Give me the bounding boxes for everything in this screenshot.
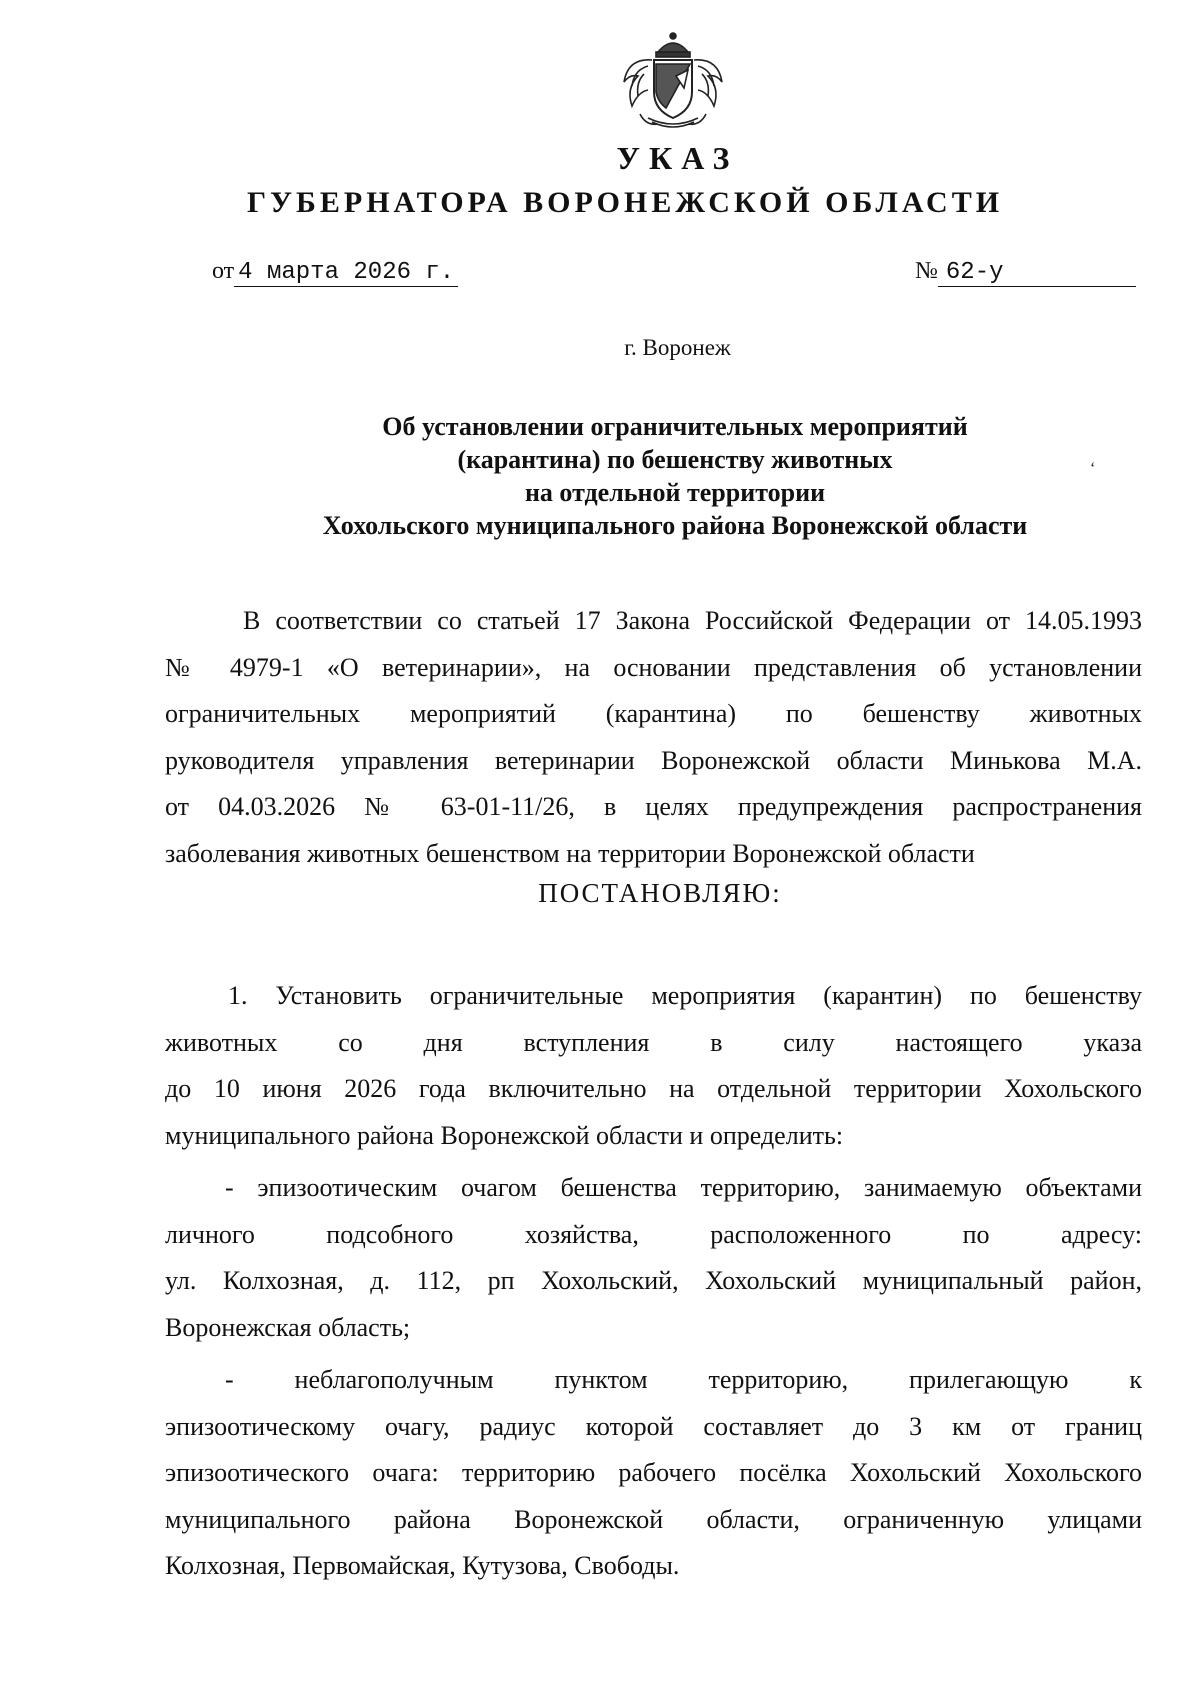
text-line: животных со дня вступления в силу настоящего указа xyxy=(165,1027,1142,1057)
stray-mark: ʻ xyxy=(1090,460,1096,477)
heading-line: на отдельной территории xyxy=(524,478,826,507)
text-line: эпизоотического очага: территорию рабочего посёлка Хохольский Хохольского xyxy=(165,1458,1142,1487)
coat-of-arms-icon xyxy=(618,30,728,132)
number-prefix: № xyxy=(915,258,938,284)
text-line: Колхозная, Первомайская, Кутузова, Свободы. xyxy=(165,1551,680,1580)
heading-line: Об установлении ограничительных мероприятий xyxy=(382,412,968,441)
text-line: В соответствии со статьей 17 Закона Российской Федерации от 14.05.1993 xyxy=(243,606,1142,635)
text-line: руководителя управления ветеринарии Воронежской области Минькова М.А. xyxy=(165,745,1142,775)
city: г. Воронеж xyxy=(624,335,731,360)
text-line: от 04.03.2026 № 63-01-11/26, в целях предупреждения распространения xyxy=(165,792,1142,821)
heading-line: (карантина) по бешенству животных xyxy=(457,445,893,474)
decree-word: ПОСТАНОВЛЯЮ: xyxy=(538,878,782,908)
item-1-paragraph xyxy=(165,973,1142,1159)
text-line: 1. Установить ограничительные мероприятия (карантин) по бешенству xyxy=(228,981,1142,1010)
heading-line: Хохольского муниципального района Воронежской области xyxy=(322,511,1028,540)
text-line: заболевания животных бешенством на территории Воронежской области xyxy=(165,838,975,868)
decree-number xyxy=(915,258,1136,287)
item-1b-paragraph xyxy=(165,1357,1142,1590)
text-line: муниципального района Воронежской области, ограниченную улицами xyxy=(165,1504,1142,1534)
text-line: - неблагополучным пунктом территорию, прилегающую к xyxy=(225,1365,1142,1394)
preamble-paragraph xyxy=(165,598,1142,877)
text-line: муниципального района Воронежской области и определить: xyxy=(165,1120,844,1150)
date-value: 4 марта 2026 г. xyxy=(234,259,458,287)
text-line: ограничительных мероприятий (карантина) по бешенству животных xyxy=(165,699,1142,728)
text-line: личного подсобного хозяйства, расположенного по адресу: xyxy=(165,1219,1142,1249)
text-line: эпизоотическому очагу, радиус которой составляет до 3 км от границ xyxy=(165,1411,1142,1441)
text-line: № 4979-1 «О ветеринарии», на основании представления об установлении xyxy=(165,652,1142,682)
text-line: до 10 июня 2026 года включительно на отдельной территории Хохольского xyxy=(165,1074,1142,1103)
date-prefix: от xyxy=(212,258,235,284)
text-line: Воронежская область; xyxy=(165,1312,411,1342)
text-line: - эпизоотическим очагом бешенства территорию, занимаемую объектами xyxy=(225,1173,1142,1202)
item-1a-paragraph xyxy=(165,1165,1142,1351)
decree-heading xyxy=(200,410,1150,542)
coat-of-arms-drawing xyxy=(618,30,728,132)
decree-date xyxy=(212,258,458,286)
document-subtitle: ГУБЕРНАТОРА ВОРОНЕЖСКОЙ ОБЛАСТИ xyxy=(246,186,1004,219)
document-title: УКАЗ xyxy=(616,140,739,176)
text-line: ул. Колхозная, д. 112, рп Хохольский, Хохольский муниципальный район, xyxy=(165,1266,1142,1295)
number-value: 62-у xyxy=(938,259,1136,287)
